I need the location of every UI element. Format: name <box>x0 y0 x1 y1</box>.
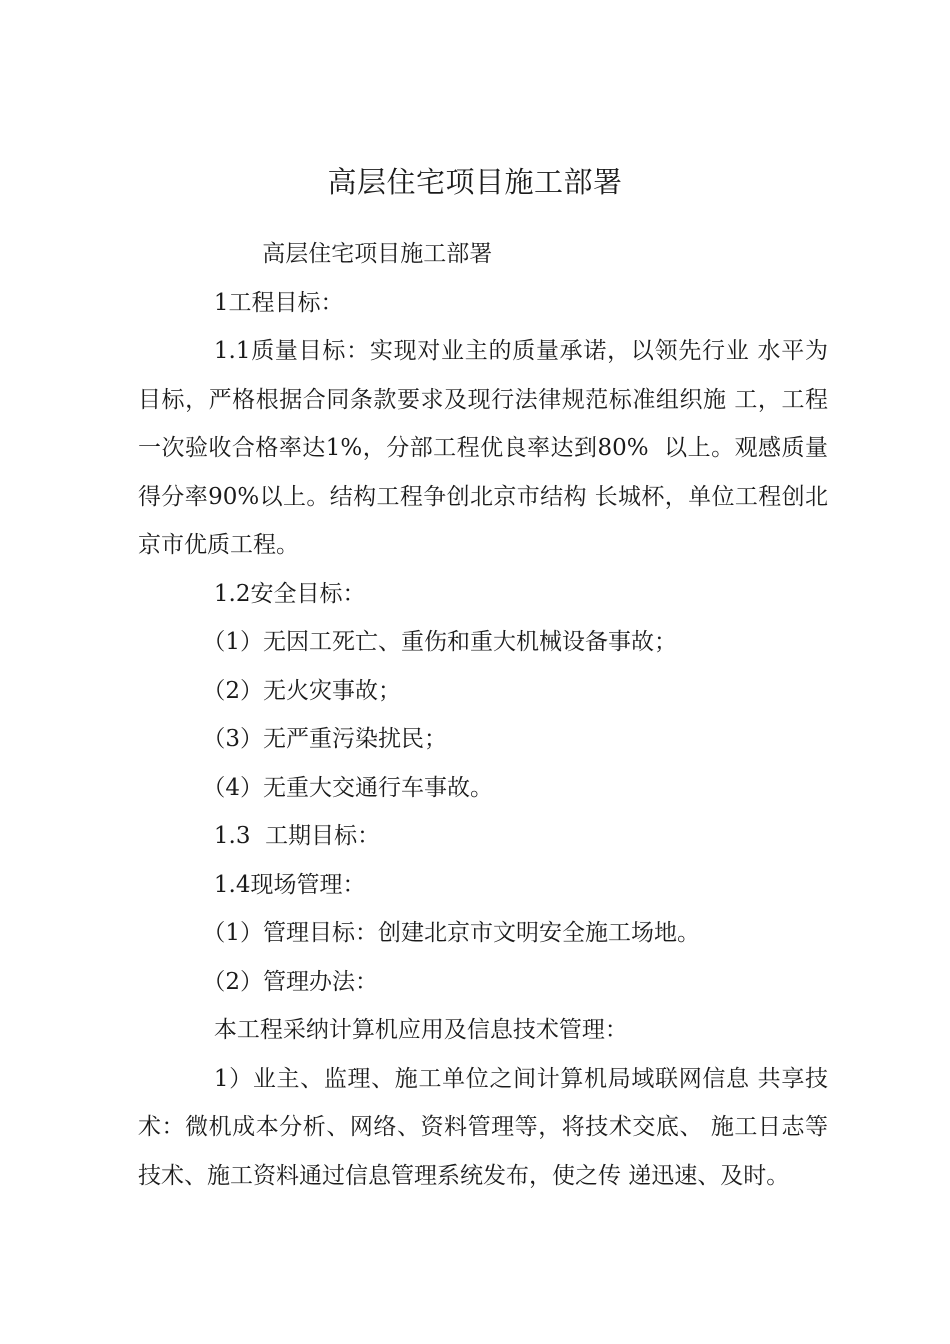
list-item: （2）管理办法： <box>202 968 379 995</box>
list-item: （2）无火灾事故； <box>202 677 402 704</box>
section-heading: 1.4现场管理： <box>213 871 366 898</box>
quality-target-paragraph: 1.1质量目标：实现对业主的质量承诺，以领先行业 水平为目标，严格根据合同条款要求及现行法律规范标准组织施 工，工程一次验收合格率达1%，分部工程优良率达到80% 以上。观感质量得分率90%以上。结构工程争创北京市结构 长城杯，单位工程创北京市优质工程。 <box>138 338 828 558</box>
document-title: 高层住宅项目施工部署 <box>327 165 623 199</box>
subtitle-paragraph: 高层住宅项目施工部署 <box>262 241 493 267</box>
body-paragraph: 1）业主、监理、施工单位之间计算机局域联网信息 共享技术：微机成本分析、网络、资料管理等，将技术交底、 施工日志等技术、施工资料通过信息管理系统发布，使之传 递迅速、及时。 <box>138 1065 828 1189</box>
list-item: （4）无重大交通行车事故。 <box>202 774 494 801</box>
section-heading: 1.2安全目标： <box>213 580 366 607</box>
document-body <box>138 230 828 1200</box>
list-item: （1）管理目标：创建北京市文明安全施工场地。 <box>202 920 701 946</box>
list-item: （3）无严重污染扰民； <box>202 726 448 752</box>
section-heading: 1.3 工期目标： <box>213 823 381 849</box>
section-heading: 1工程目标： <box>213 289 344 316</box>
list-item: （1）无因工死亡、重伤和重大机械设备事故； <box>202 629 678 655</box>
body-paragraph: 本工程采纳计算机应用及信息技术管理： <box>213 1017 628 1043</box>
